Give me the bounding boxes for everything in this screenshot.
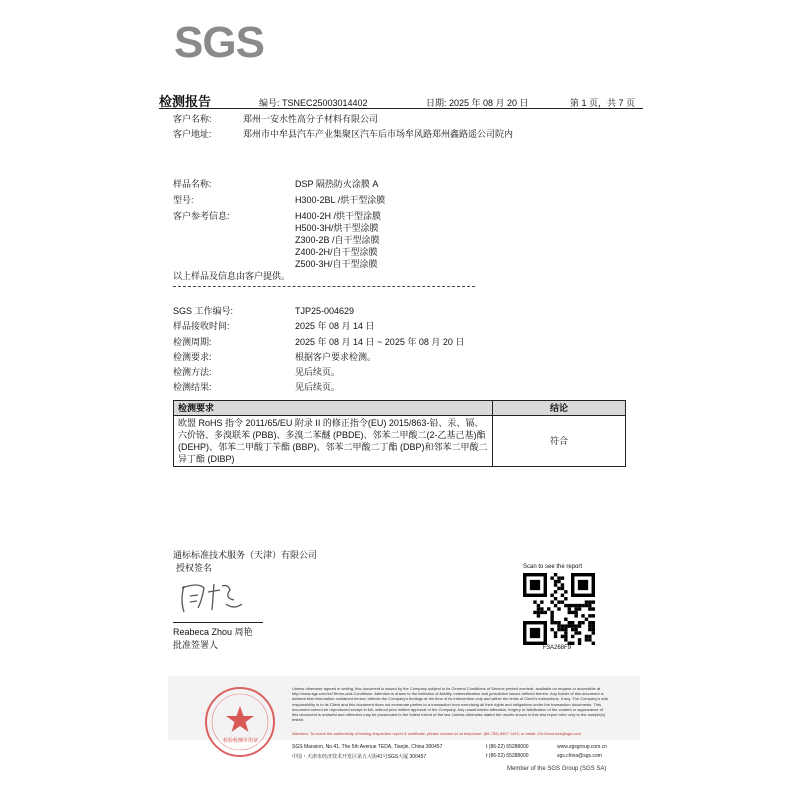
client-ref-label: 客户参考信息:	[173, 211, 230, 221]
model: H300-2BL /烘干型涂膜	[295, 195, 386, 205]
report-number: 编号: TSNEC25003014402	[259, 98, 368, 108]
client-ref-item: H400-2H /烘干型涂膜	[295, 211, 382, 221]
method-label: 检测方法:	[173, 367, 212, 377]
requirement-table	[173, 400, 626, 467]
official-stamp	[200, 682, 280, 762]
model-label: 型号:	[173, 195, 194, 205]
qr-caption: Scan to see the report	[523, 564, 583, 570]
client-ref-item: Z500-3H/自干型涂膜	[295, 259, 378, 269]
contact-email[interactable]: sgs.china@sgs.com	[557, 753, 602, 759]
table-row	[174, 416, 626, 467]
col-header-requirement: 检测要求	[174, 401, 493, 416]
test-period: 2025 年 08 月 14 日 ~ 2025 年 08 月 20 日	[295, 337, 465, 347]
signing-company: 通标标准技术服务（天津）有限公司	[173, 550, 318, 560]
requirement-cell: 欧盟 RoHS 指令 2011/65/EU 附录 II 的修正指令(EU) 2015/863-铅、汞、镉、六价铬、多溴联苯 (PBB)、多溴二苯醚 (PBDE)、邻苯二甲酸二(2-乙基己基)酯 (DEHP)、邻苯二甲酸丁苄酯 (BBP)、邻苯二甲酸二丁酯 (DBP)和邻苯二甲酸二异丁酯 (DIBP)	[174, 416, 493, 467]
client-ref-item: H500-3H/烘干型涂膜	[295, 223, 379, 233]
report-title: 检测报告	[159, 94, 212, 109]
period-label: 检测周期:	[173, 337, 212, 347]
request-label: 检测要求:	[173, 352, 212, 362]
report-date: 日期: 2025 年 08 月 20 日	[426, 98, 529, 108]
table-header-row	[174, 401, 626, 416]
website[interactable]: www.sgsgroup.com.cn	[557, 744, 608, 750]
client-name: 郑州一安水性高分子材料有限公司	[243, 114, 379, 124]
authenticity-attention: Attention: To check the authenticity of testing /inspection report & certificate, please contact us at telephone: (86-755) 8307 1443, or email: CN.Doccheck@sgs.com	[292, 731, 581, 736]
terms-fine-print: Unless otherwise agreed in writing, this document is issued by the Company subject to its General Conditions of Service printed overleaf, available on request or accessible at http://www.sgs.com/en/Terms-and-Conditions. Attention is drawn to the limitation of liability, indemnification and jurisdiction issues defined therein. Any holder of this document is advised that information contained hereon reflects the Company's findings at the time of its intervention only and within the limits of Client's instructions, if any. The Company's sole responsibility is to its Client and this document does not exonerate parties to a transaction from exercising all their rights and obligations under the transaction documents. This document cannot be reproduced except in full, without prior written approval of the Company. Any unauthorized alteration, forgery or falsification of the content or appearance of this document is unlawful and offenders may be prosecuted to the fullest extent of the law. Unless otherwise stated the results shown in this test report refer only to the sample(s) tested.	[292, 686, 609, 723]
telephone-1: t (86-22) 65288000	[486, 744, 529, 750]
client-name-label: 客户名称:	[173, 114, 212, 124]
received-date: 2025 年 08 月 14 日	[295, 321, 375, 331]
signature-line	[173, 622, 263, 623]
handwritten-signature	[178, 578, 248, 618]
address-en: SGS Mansion, No.41, The 5th Avenue TEDA, Tianjin, China 300457	[292, 744, 443, 750]
header-rule	[159, 108, 643, 109]
result-label: 检测结果:	[173, 382, 212, 392]
job-no-label: SGS 工作编号:	[173, 306, 234, 316]
sgs-member-text: Member of the SGS Group (SGS SA)	[507, 766, 607, 772]
qr-code-text: F3A268F9	[543, 645, 572, 651]
sample-name-label: 样品名称:	[173, 179, 212, 189]
qr-code-icon[interactable]	[523, 573, 595, 645]
job-no: TJP25-004629	[295, 306, 355, 316]
col-header-conclusion: 结论	[493, 401, 626, 416]
signer-name: Reabeca Zhou 周艳	[173, 627, 253, 637]
address-cn: 中国・天津市经济技术开发区第五大街41号SGS大厦 300457	[292, 754, 427, 760]
test-request: 根据客户要求检测。	[295, 352, 377, 362]
page-number: 第 1 页，共 7 页	[570, 98, 636, 108]
stamp-text: 检验检测专用章	[223, 738, 259, 744]
sample-note: 以上样品及信息由客户提供。	[173, 271, 291, 281]
conclusion-cell: 符合	[493, 416, 626, 467]
client-address: 郑州市中牟县汽车产业集聚区汽车后市场牟风路郑州鑫路遥公司院内	[243, 129, 514, 139]
test-method: 见后续页。	[295, 367, 341, 377]
client-address-label: 客户地址:	[173, 129, 212, 139]
authorized-signature-label: 授权签名	[176, 563, 213, 573]
signer-title: 批准签署人	[173, 640, 219, 650]
client-ref-item: Z300-2B /自干型涂膜	[295, 235, 380, 245]
telephone-2: t (86-22) 65288000	[486, 753, 529, 759]
client-ref-item: Z400-2H/自干型涂膜	[295, 247, 378, 257]
sample-name: DSP 隔热防火涂膜 A	[295, 179, 379, 189]
test-result: 见后续页。	[295, 382, 341, 392]
separator-dashed	[173, 286, 475, 287]
sgs-logo: SGS	[174, 18, 264, 67]
received-label: 样品接收时间:	[173, 321, 230, 331]
